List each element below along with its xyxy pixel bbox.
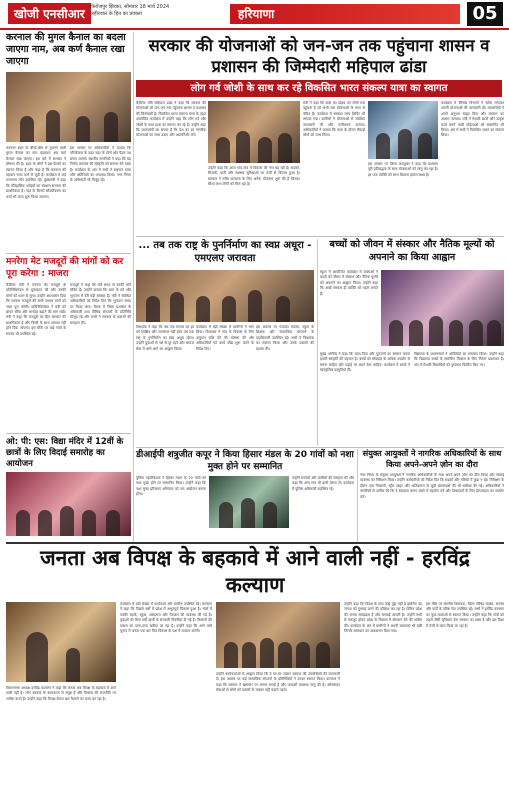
photo-speaker (6, 602, 116, 682)
left-headline-2: मनरेगा मेट मजदूरों की मांगों को कर पूरा करेगा : माजरा (6, 257, 124, 279)
story1-body-a: विधायक ने कहा कि जब तक समाज का हर वर्ग शिक्षित और जागरूक नहीं होगा तब तक राष्ट्र के पुनर्निर्माण का स्वप्न अधूरा रहेगा। उन्होंने युवाओं से नशे से दूर रहने और समाज सेवा में आगे आने का आह्वान किया। (136, 325, 194, 351)
story2-body-a: स्कूल में आयोजित कार्यक्रम में वक्ताओं ने बच्चों को जीवन में संस्कार और नैतिक मूल्यों को अपनाने का आह्वान किया। उन्होंने कहा कि अच्छे संस्कार ही व्यक्ति को महान बनाते हैं। (320, 270, 378, 296)
story-divider-h (136, 447, 504, 448)
main-headline: सरकार की योजनाओं को जन-जन तक पहुंचाना शासन व प्रशासन की जिम्मेदारी महिपाल ढांडा (148, 36, 490, 76)
photo-dgp-felicitation (209, 476, 289, 528)
story2-body-c: विद्यालय के प्रधानाचार्य ने अतिथियों का धन्यवाद किया। उन्होंने कहा कि विद्यालय बच्चों के सर्वांगीण विकास के लिए निरंतर प्रयासरत है। अंत में मेधावी विद्यार्थियों को पुरस्कार वितरित किए गए। (414, 352, 504, 367)
photo-rally (208, 101, 300, 163)
bottom-body-col4: उन्होंने कहा कि विपक्ष के पास कोई मुद्दा नहीं है इसलिए वह जनता को गुमराह करने की कोशिश कर रहा है। लेकिन प्रदेश की जनता समझदार है और सच्चाई जानती है। उन्होंने सभी से एकजुट होकर प्रदेश के विकास में योगदान देने की अपील की। कार्यक्रम के अंत में ग्रामीणों ने अपनी समस्याएं भी रखीं जिनके समाधान का आश्वासन दिया गया। (344, 602, 422, 634)
main-divider (136, 236, 504, 237)
edition-date: फिरोजपुर झिरका, सोमवार 18 मार्च 2024 (90, 4, 170, 10)
column-divider-left (133, 32, 134, 542)
photo-crowd (216, 602, 340, 668)
story3-headline: डीआईपी शत्रुजीत कपूर ने किया हिसार मंडल के 20 गांवों को नशा मुक्त होने पर सम्मानित (136, 450, 354, 472)
left-headline-1: करनाल की मुगल कैनाल का बदला जाएगा नाम, अब कर्ण कैनाल रखा जाएगा (6, 32, 126, 67)
masthead (0, 0, 509, 30)
newspaper-brand: खोजी एनसीआर (8, 3, 91, 24)
story2-headline: बच्चों को जीवन में संस्कार और नैतिक मूल्यों को अपनाने का किया आह्वान (329, 239, 495, 263)
main-body-col3: मंत्री ने कहा कि यात्रा का उद्देश्य उन लोगों तक पहुंचना है जो अभी तक योजनाओं के लाभ से वंचित हैं। कार्यक्रम में स्वास्थ्य जांच शिविर भी लगाया गया। ग्रामीणों ने योजनाओं से संबंधित जानकारी ली और पंजीकरण कराया। अधिकारियों ने बताया कि यात्रा के दौरान सैकड़ों लोगों को लाभ मिला। (303, 101, 365, 138)
story-divider (317, 239, 318, 446)
photo-school-students (381, 270, 504, 346)
story4-body: नगर निगम के संयुक्त आयुक्तों ने नागरिक अधिकारियों के साथ अपने-अपने ज़ोन का दौरा किया और सफाई व्यवस्था का निरीक्षण किया। उन्होंने कर्मचारियों को निर्देश दिए कि सड़कों और गलियों में कूड़ा न रहे। निरीक्षण के दौरान जल निकासी, स्ट्रीट लाइट और अतिक्रमण से जुड़ी समस्याओं की भी समीक्षा की गई। अधिकारियों ने नागरिकों से अपील की कि वे स्वच्छता बनाए रखने में सहयोग करें और शिकायतों के लिए हेल्पलाइन का उपयोग करें। (360, 473, 504, 499)
left-body-1b: इस अवसर पर अधिकारियों ने बताया कि परियोजना के तहत नहर के दोनों ओर पैदल पथ बनाए जाएंगे। स्थानीय नागरिकों ने कहा कि यह निर्णय करनाल की संस्कृति को सम्मान देने वाला है। कार्यक्रम के अंत में सभी ने राष्ट्रगान गाया और अतिथियों का धन्यवाद किया। नगर निगम के अधिकारी भी मौजूद रहे। (70, 146, 131, 183)
bottom-body-col3: उन्होंने कार्यकर्ताओं से आह्वान किया कि वे घर-घर जाकर सरकार की उपलब्धियों की जानकारी दें। इस अवसर पर कई सामाजिक संगठनों के प्रतिनिधियों ने उनका स्वागत किया। कल्याण ने कहा कि सरकार ने भ्रष्टाचार पर लगाम लगाई है और पारदर्शी व्यवस्था लागू की है। ऑनलाइन सेवाओं से लोगों को दफ्तरों के चक्कर नहीं काटने पड़ते। (216, 672, 340, 693)
bottom-body-col2: कार्यक्रम में बड़ी संख्या में कार्यकर्ता और ग्रामीण उपस्थित रहे। कल्याण ने कहा कि पिछले वर्षों में प्रदेश में अभूतपूर्व विकास हुआ है। गांवों में पक्की सड़कें, स्कूल, अस्पताल और पेयजल की व्यवस्था की गई है। युवाओं को बिना पर्ची-खर्ची के सरकारी नौकरियां दी गई हैं। किसानों की फसल का दाना-दाना खरीदा जा रहा है। उन्होंने कहा कि आने वाले चुनाव में जनता एक बार फिर विकास के पक्ष में मतदान करेगी। (120, 602, 212, 634)
left-divider-2 (6, 433, 131, 434)
bottom-divider (6, 542, 504, 544)
section-title: हरियाणा (230, 4, 460, 24)
main-subheadline: लोग गर्व जोशी के साथ कर रहे विकसित भारत संकल्प यात्रा का स्वागत (136, 80, 502, 97)
story2-body-b: मुख्य अतिथि ने कहा कि माता-पिता और गुरुजनों का सम्मान करना हमारी संस्कृति की पहचान है। बच्चों को मोबाइल के अधिक उपयोग से बचना चाहिए और पढ़ाई पर ध्यान देना चाहिए। कार्यक्रम में छात्रों ने सांस्कृतिक प्रस्तुतियां दीं। (320, 352, 410, 373)
page-number: 05 (467, 2, 503, 26)
left-divider-1 (6, 253, 131, 254)
main-body-col2: उन्होंने कहा कि आज गांव-गांव में विकास की गंगा बह रही है। सड़कों, बिजली, पानी और स्वास्थ्य सुविधाओं का तेजी से विस्तार हुआ है। सरकार ने गरीब कल्याण के लिए अनेक योजनाएं शुरू की हैं जिनका सीधा लाभ लोगों को मिल रहा है। (208, 166, 300, 187)
story1-body-c: इस अवसर पर पंचायत सदस्य, स्कूल के शिक्षक और सामाजिक संगठनों के पदाधिकारी उपस्थित रहे। सभी ने विधायक का स्वागत किया और उनके प्रयासों की प्रशंसा की। (256, 325, 314, 351)
masthead-meta (90, 4, 210, 18)
story3-body-b: उन्होंने सरपंचों और ग्रामीणों की सराहना की और कहा कि अन्य गांव भी इनसे प्रेरणा लें। कार्यक्रम में पुलिस अधिकारी उपस्थित रहे। (292, 476, 354, 491)
left-body-2b: मजदूरों ने कहा कि लंबे समय से उनकी मांगें लंबित हैं। उन्होंने बताया कि काम के घंटे और भुगतान में देरी बड़ी समस्या है। मंत्री ने संबंधित अधिकारियों को निर्देश दिए कि भुगतान समय पर किया जाए। बैठक में जिला प्रशासन के अधिकारी तथा विभिन्न संगठनों के प्रतिनिधि मौजूद रहे और सभी ने सरकार के प्रयासों की सराहना की। (70, 283, 131, 325)
photo-officials (368, 101, 438, 159)
left-body-2a: कैबिनेट मंत्री ने मनरेगा मेट मजदूरों के प्रतिनिधिमंडल से मुलाकात की और उनकी मांगों को ध्यान से सुना। उन्होंने आश्वासन दिया कि सरकार मजदूरों की सभी जायज मांगों को जल्द पूरा करेगी। प्रतिनिधिमंडल ने मंत्री को ज्ञापन सौंपा और मानदेय बढ़ाने की मांग रखी। मंत्री ने कहा कि मजदूरों का हित सरकार की प्राथमिकता है और किसी के साथ अन्याय नहीं होने दिया जाएगा। इस मौके पर कई गांवों के सरपंच भी उपस्थित रहे। (6, 283, 66, 336)
story4-headline: संयुक्त आयुक्तों ने नागरिक अधिकारियों के साथ किया अपने-अपने ज़ोन का दौरा (362, 449, 502, 469)
bottom-body-col1: विधानसभा अध्यक्ष हरविंद्र कल्याण ने कहा कि जनता अब विपक्ष के बहकावे में आने वाली नहीं है। लोग सरकार के कामकाज से संतुष्ट हैं और विकास की राजनीति पर भरोसा करते हैं। उन्होंने कहा कि विपक्ष केवल भ्रम फैलाने का काम कर रहा है। (6, 686, 116, 701)
story3-body-a: पुलिस महानिदेशक ने हिसार मंडल के 20 गांवों को नशा मुक्त होने पर सम्मानित किया। उन्होंने कहा कि नशा मुक्त हरियाणा अभियान को जन आंदोलन बनाना होगा। (136, 476, 206, 497)
photo-mla-event (136, 270, 314, 322)
story1-headline: ... तब तक राष्ट्र के पुनर्निर्माण का स्वप्न अधूरा - एमएलए जरावता (138, 240, 312, 264)
left-body-1a: करनाल शहर के बीचों-बीच से गुजरने वाली मुगल कैनाल का नाम बदलकर अब कर्ण कैनाल रखा जाएगा। इस बारे में सरकार ने घोषणा की है। शहर के लोगों ने इस फैसले का स्वागत किया है और कहा है कि करनाल की पहचान राजा कर्ण से जुड़ी है। कार्यक्रम में कई गणमान्य लोग उपस्थित रहे। मुख्यमंत्री ने कहा कि ऐतिहासिक धरोहरों का संरक्षण सरकार की प्राथमिकता है। नहर के किनारे सौंदर्यीकरण का कार्य भी जल्द शुरू किया जाएगा। (6, 146, 66, 199)
story1-body-b: कार्यक्रम में बड़ी संख्या में ग्रामीणों ने भाग लिया। विधायक ने गांव के विकास के लिए अनुदान राशि देने की घोषणा की और अधिकारियों को कार्य शीघ्र शुरू करने के निर्देश दिए। (196, 325, 254, 351)
bottom-body-col5: इस मौके पर स्थानीय विधायक, जिला परिषद सदस्य, सरपंच और पार्टी के वरिष्ठ नेता उपस्थित रहे। सभी ने हरविंद्र कल्याण का फूल-मालाओं से स्वागत किया। उन्होंने कहा कि गांवों को शहरों जैसी सुविधाएं देना सरकार का लक्ष्य है और इस दिशा में तेजी से काम किया जा रहा है। (426, 602, 504, 628)
photo-farewell-ceremony (6, 472, 131, 536)
left-headline-3: ओ: पी: एस: विद्या मंदिर में 12वीं के छात्रों के लिए विदाई समारोह का आयोजन (6, 437, 124, 469)
tagline: अहीरवाल के हित का प्रवक्ता (90, 11, 142, 17)
main-body-col1: कैबिनेट मंत्री महिपाल ढांडा ने कहा कि सरकार की योजनाओं को जन-जन तक पहुंचाना शासन व प्रशासन की जिम्मेदारी है। विकसित भारत संकल्प यात्रा के तहत आयोजित कार्यक्रम में उन्होंने कहा कि लोग गर्व और जोशी के साथ यात्रा का स्वागत कर रहे हैं। उन्होंने कहा कि प्रधानमंत्री का सपना है कि देश का हर नागरिक योजनाओं का लाभ उठाए और आत्मनिर्भर बने। (136, 101, 206, 138)
main-body-col5: कार्यक्रम में विभिन्न विभागों ने स्टॉल लगाकर अपनी योजनाओं की जानकारी दी। लाभार्थियों ने अपने अनुभव साझा किए और सरकार का आभार जताया। मंत्री ने मेधावी छात्रों और उत्कृष्ट कार्य करने वाली महिलाओं को सम्मानित भी किया। अंत में सभी ने विकसित भारत का संकल्प लिया। (441, 101, 504, 138)
bottom-headline: जनता अब विपक्ष के बहकावे में आने वाली नहीं - हरविंद्र कल्याण (40, 546, 470, 597)
main-body-col4: इस अवसर पर जिला उपायुक्त ने कहा कि प्रशासन पूरी प्रतिबद्धता के साथ योजनाओं को लागू कर रहा है। हर पात्र व्यक्ति को लाभ दिलाना हमारा लक्ष्य है। (368, 162, 438, 177)
story-divider-2 (357, 449, 358, 542)
photo-canal-event (6, 72, 131, 142)
